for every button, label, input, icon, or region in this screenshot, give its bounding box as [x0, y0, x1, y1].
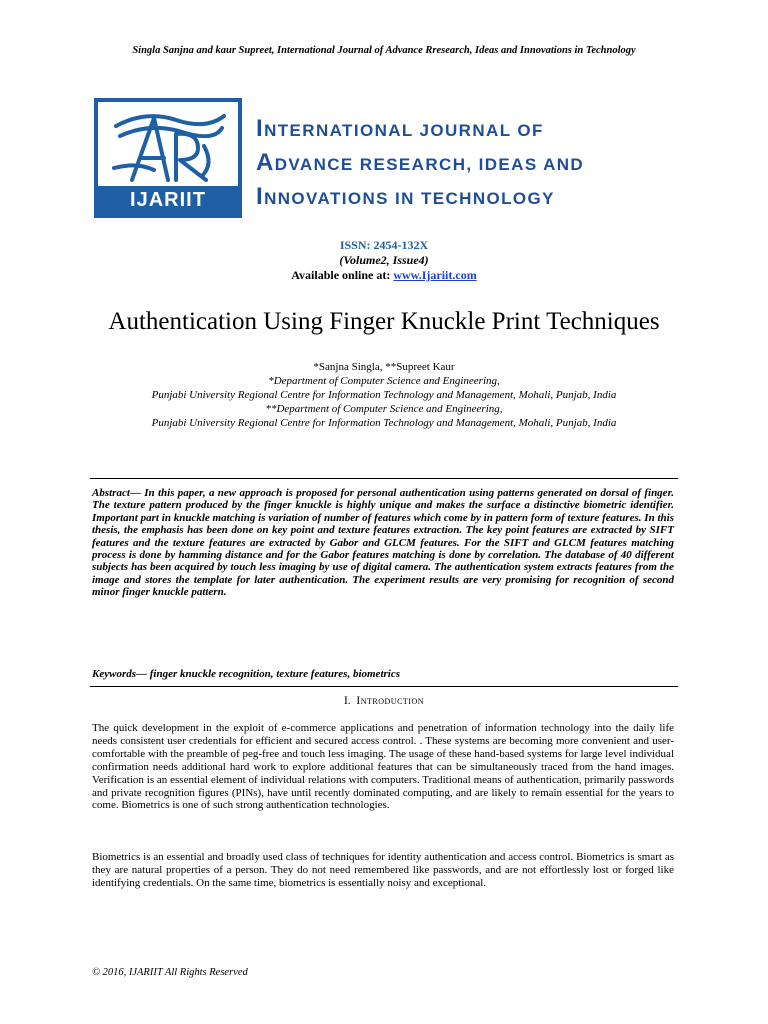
- journal-title-line-1: INTERNATIONAL JOURNAL OF: [256, 115, 544, 142]
- copyright-footer: © 2016, IJARIIT All Rights Reserved: [92, 967, 248, 978]
- affiliation-4: Punjabi University Regional Centre for Information Technology and Management, Mohali, Punjab, India: [151, 417, 617, 429]
- available-online-label: Available online at:: [291, 268, 394, 282]
- journal-title: [256, 112, 726, 214]
- running-head: Singla Sanjna and kaur Supreet, International Journal of Advance Rresearch, Ideas and Innovations in Technology: [132, 45, 636, 56]
- available-online: [0, 268, 768, 283]
- section-title: Introduction: [356, 695, 425, 707]
- journal-website-link[interactable]: www.Ijariit.com: [393, 268, 477, 282]
- affiliation-3: **Department of Computer Science and Engineering,: [265, 403, 503, 415]
- journal-title-line-2: ADVANCE RESEARCH, IDEAS AND: [256, 149, 585, 176]
- body-paragraph-2: Biometrics is an essential and broadly used class of techniques for identity authentication and access control. Biometrics is smart as they are natural properties of a person. They do not need remembered like passwords, and are not effortlessly lost or forged like identifying credentials. On the same time, biometrics is essentially noisy and exceptional.: [92, 851, 674, 889]
- affiliation-1: *Department of Computer Science and Engineering,: [268, 375, 500, 387]
- authors-block: [60, 360, 708, 430]
- publication-info: [0, 238, 768, 283]
- journal-logo: [94, 98, 242, 218]
- logo-banner-text: IJARIIT: [98, 186, 238, 214]
- logo-emblem-icon: [106, 106, 230, 188]
- body-paragraph-1: The quick development in the exploit of e-commerce applications and penetration of information technology into the daily life needs consistent user credentials for efficient and secured access control. . These systems are becoming more convenient and user-comfortable with the preamble of peg-free and touch less imaging. The usage of these hand-based systems for large level individual confirmation needs additional hard work to explore additional features that can be simultaneously traced from the hand images. Verification is an essential element of individual relations with computers. Traditional means of authentication, primarily passwords and private recognition figures (PINs), have until recently dominated computing, and are likely to remain essential for the years to come. Biometrics is one of such strong authentication technologies.: [92, 722, 674, 812]
- paper-title: Authentication Using Finger Knuckle Print Techniques: [108, 308, 660, 335]
- section-heading-introduction: [0, 694, 768, 708]
- keywords: Keywords— finger knuckle recognition, texture features, biometrics: [92, 668, 400, 680]
- affiliation-2: Punjabi University Regional Centre for Information Technology and Management, Mohali, Punjab, India: [151, 389, 617, 401]
- section-number: I.: [343, 695, 351, 707]
- keywords-bottom-rule: [90, 686, 678, 687]
- journal-title-line-3: INNOVATIONS IN TECHNOLOGY: [256, 183, 555, 210]
- abstract-top-rule: [90, 478, 678, 479]
- volume-issue: (Volume2, Issue4): [339, 253, 429, 267]
- authors: *Sanjna Singla, **Supreet Kaur: [313, 361, 455, 373]
- issn: ISSN: 2454-132X: [339, 238, 429, 252]
- abstract: Abstract— In this paper, a new approach is proposed for personal authentication using patterns generated on dorsal of finger. The texture pattern produced by the finger knuckle is highly unique and makes the surface a distinctive biometric identifier. Important part in knuckle matching is variation of number of features which come by in pattern form of texture features. In this thesis, the emphasis has been done on key point and texture features extraction. The key point features are extracted by SIFT features and the texture features are extracted by Gabor and GLCM features. For the SIFT and GLCM features matching process is done by hamming distance and for the Gabor features matching is done by correlation. The database of 40 different subjects has been acquired by touch less imaging by use of digital camera. The authentication system extracts features from the image and stores the template for later authentication. The experiment results are very promising for recognition of second minor finger knuckle pattern.: [92, 487, 674, 599]
